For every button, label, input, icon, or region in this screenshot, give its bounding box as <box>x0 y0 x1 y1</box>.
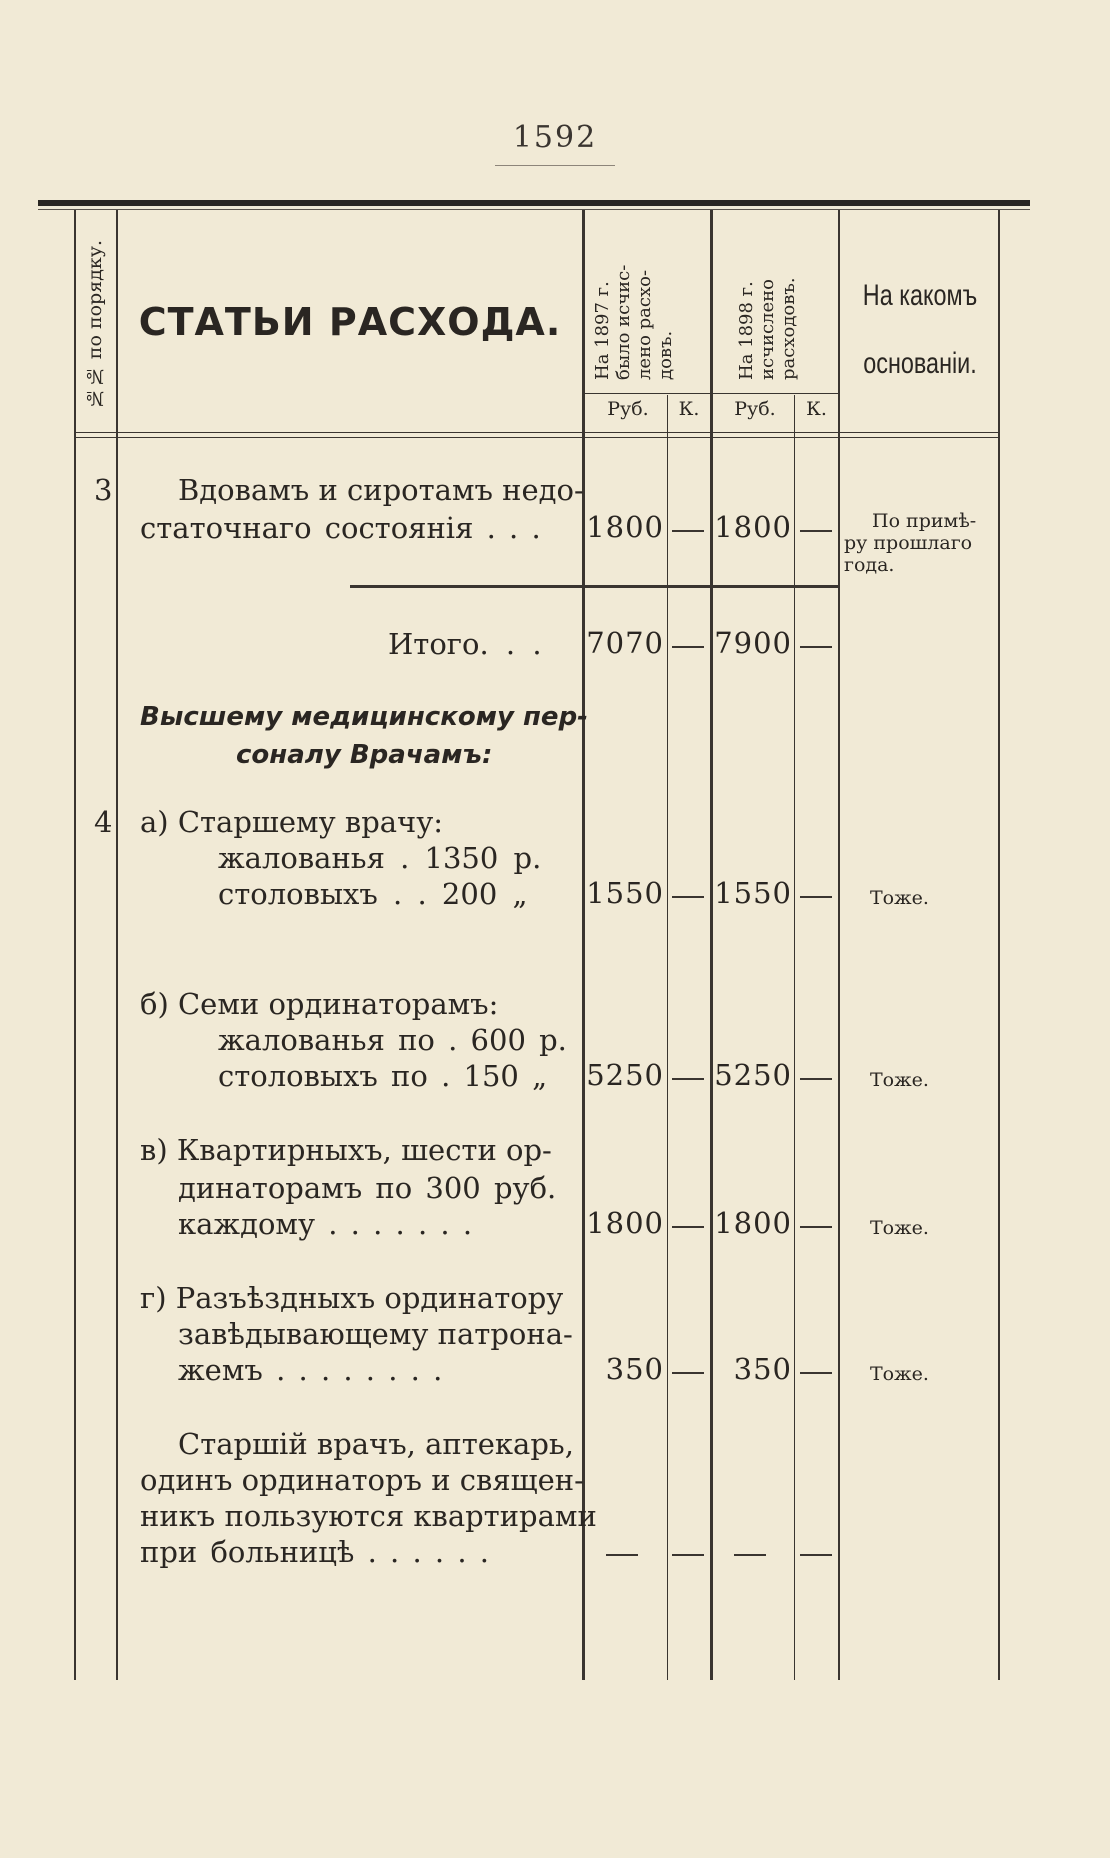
row-4a-rub-1898: 1550 <box>714 876 792 910</box>
row-4e-kop-1898 <box>800 1554 832 1556</box>
row-4d-kop-1898 <box>800 1372 832 1374</box>
header-title: СТАТЬИ РАСХОДА. <box>138 300 562 344</box>
column-rule-right <box>998 210 1000 1680</box>
row-3-basis-line: ру прошлаго <box>844 532 973 554</box>
section-heading-line-2: соналу Врачамъ: <box>236 740 493 770</box>
row-number: 4 <box>94 805 113 839</box>
total-label: Итого. . . <box>388 627 542 661</box>
header-col-no: №№ по порядку. <box>84 240 106 410</box>
header-col-basis-line: На какомъ <box>862 279 978 312</box>
row-3-basis-line: По примѣ- <box>872 510 977 532</box>
header-col-basis-line: основаніи. <box>863 347 977 380</box>
total-kop-1898 <box>800 646 832 648</box>
column-rule-title <box>116 210 118 1680</box>
row-4b-line-1: б) Семи ординаторамъ: <box>140 987 499 1021</box>
total-rub-1898: 7900 <box>714 626 792 660</box>
row-4d-kop-1897 <box>672 1372 704 1374</box>
column-rule-basis <box>838 210 840 1680</box>
header-rule-1 <box>74 432 998 433</box>
row-4c-rub-1897: 1800 <box>586 1206 664 1240</box>
header-col-1898-line: На 1898 г. <box>736 281 757 380</box>
column-rule-1898 <box>710 210 713 1680</box>
unit-kop-1897: К. <box>678 398 700 420</box>
subtotal-rule <box>350 585 838 588</box>
row-4e-kop-1897 <box>672 1554 704 1556</box>
row-4a-line-1: а) Старшему врачу: <box>140 805 444 839</box>
row-4c-line-2: динаторамъ по 300 руб. <box>178 1171 557 1205</box>
row-4d-line-2: завѣдывающему патрона- <box>178 1317 573 1351</box>
row-4b-kop-1897 <box>672 1078 704 1080</box>
table-top-thick-rule <box>38 200 1030 206</box>
header-rule-2 <box>74 437 998 438</box>
row-4e-rub-1898 <box>734 1554 766 1556</box>
row-3-basis-line: года. <box>844 554 895 576</box>
unit-rub-1897: Руб. <box>607 398 649 420</box>
row-4a-line-3: столовыхъ . . 200 „ <box>218 877 528 911</box>
header-col-1897-line: довъ. <box>655 330 676 380</box>
row-4a-line-2: жалованья . 1350 р. <box>218 841 542 875</box>
row-4b-line-2: жалованья по . 600 р. <box>218 1023 567 1057</box>
row-4d-line-3: жемъ . . . . . . . . <box>178 1353 443 1387</box>
total-rub-1897: 7070 <box>586 626 664 660</box>
page-number: 1592 <box>512 120 598 155</box>
row-3-line-1: Вдовамъ и сиротамъ недо- <box>178 473 584 507</box>
row-4d-basis: Тоже. <box>870 1363 929 1385</box>
row-4e-line-3: никъ пользуются квартирами <box>140 1499 597 1533</box>
row-4d-rub-1897: 350 <box>605 1352 664 1386</box>
row-4c-kop-1898 <box>800 1226 832 1228</box>
row-4a-kop-1897 <box>672 896 704 898</box>
row-4a-basis: Тоже. <box>870 887 929 909</box>
column-rule-1897 <box>582 210 585 1680</box>
row-number: 3 <box>94 473 113 507</box>
row-4c-basis: Тоже. <box>870 1217 929 1239</box>
page-number-rule <box>495 165 615 166</box>
row-4e-rub-1897 <box>606 1554 638 1556</box>
row-3-basis <box>844 510 976 576</box>
header-col-basis <box>858 262 983 398</box>
row-3-kop-1898 <box>800 530 832 532</box>
column-rule-left <box>74 210 76 1680</box>
header-col-1897-line: лено расхо- <box>634 269 655 380</box>
row-4a-rub-1897: 1550 <box>586 876 664 910</box>
header-col-1897-line: было исчис- <box>613 264 634 380</box>
row-4e-line-4: при больницѣ . . . . . . <box>140 1535 489 1569</box>
row-4b-kop-1898 <box>800 1078 832 1080</box>
row-4e-line-2: одинъ ординаторъ и священ- <box>140 1463 584 1497</box>
row-4b-line-3: столовыхъ по . 150 „ <box>218 1059 548 1093</box>
header-col-1898-line: расходовъ. <box>778 277 799 380</box>
header-col-1897 <box>592 252 676 380</box>
unit-kop-1898: К. <box>806 398 827 420</box>
row-3-rub-1898: 1800 <box>714 510 792 544</box>
units-rule <box>582 393 838 394</box>
row-3-kop-1897 <box>672 530 704 532</box>
total-kop-1897 <box>672 646 704 648</box>
row-4c-line-3: каждому . . . . . . . <box>178 1207 473 1241</box>
unit-rub-1898: Руб. <box>734 398 776 420</box>
row-4d-rub-1898: 350 <box>733 1352 792 1386</box>
row-4b-rub-1898: 5250 <box>714 1058 792 1092</box>
row-4e-line-1: Старшій врачъ, аптекарь, <box>178 1427 574 1461</box>
row-4c-kop-1897 <box>672 1226 704 1228</box>
table-top-thin-rule <box>38 209 1030 210</box>
row-3-rub-1897: 1800 <box>586 510 664 544</box>
row-4c-rub-1898: 1800 <box>714 1206 792 1240</box>
section-heading-line-1: Высшему медицинскому пер- <box>140 702 588 732</box>
row-4a-kop-1898 <box>800 896 832 898</box>
header-col-1898 <box>736 252 799 380</box>
row-4d-line-1: г) Разъѣздныхъ ординатору <box>140 1281 564 1315</box>
header-col-1897-line: На 1897 г. <box>592 281 613 380</box>
row-4b-rub-1897: 5250 <box>586 1058 664 1092</box>
header-col-1898-line: исчислено <box>757 279 778 380</box>
row-3-line-2: статочнаго состоянія . . . <box>140 511 541 545</box>
row-4b-basis: Тоже. <box>870 1069 929 1091</box>
row-4c-line-1: в) Квартирныхъ, шести ор- <box>140 1133 552 1167</box>
